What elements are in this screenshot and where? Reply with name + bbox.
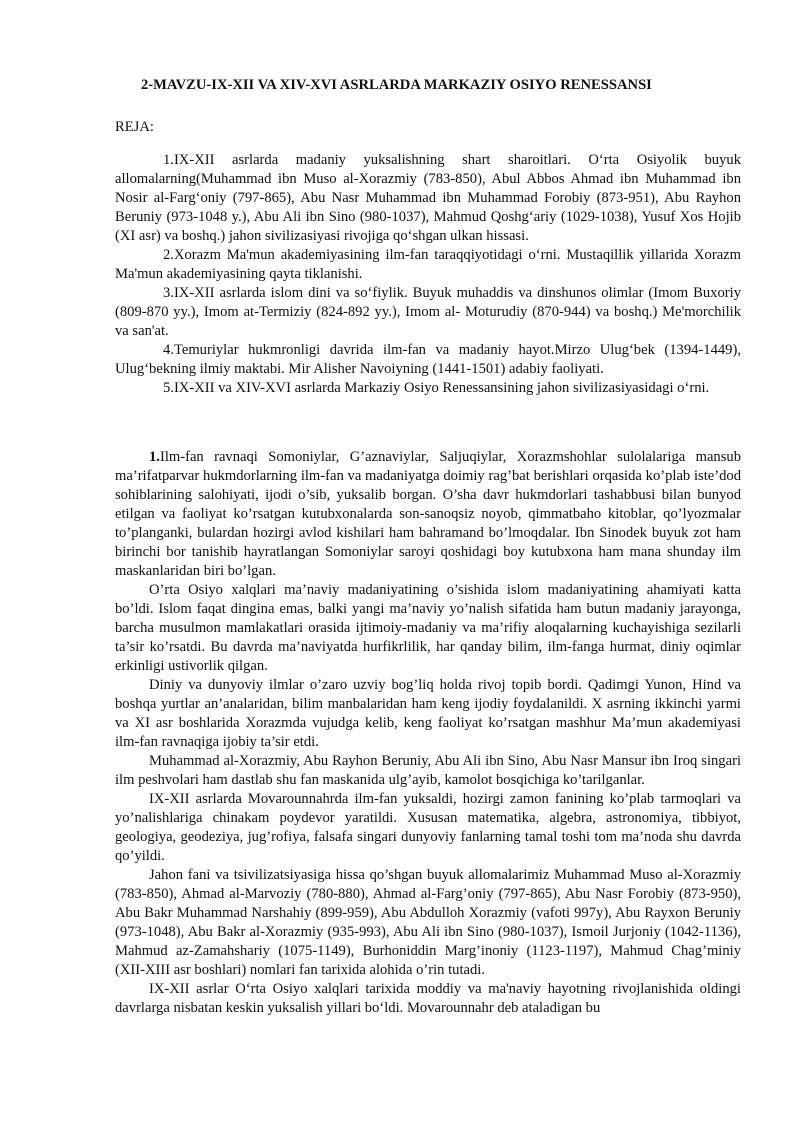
plan-item-2: 2.Xorazm Ma'mun akademiyasining ilm-fan taraqqiyotidagi o‘rni. Mustaqillik yillarida Xorazm Ma'mun akademiyasining qayta tiklanishi. — [115, 247, 741, 282]
body-text — [115, 448, 741, 1018]
plan-heading: REJA: — [115, 119, 154, 135]
plan-item-3: 3.IX-XII asrlarda islom dini va so‘fiylik. Buyuk muhaddis va dinshunos olimlar (Imom Buxoriy (809-870 yy.), Imom at-Termiziy (824-892 yy.), Imom al- Moturudiy (870-944) va boshq.) Me'morchilik va san'at. — [115, 285, 741, 339]
plan-item-5: 5.IX-XII va XIV-XVI asrlarda Markaziy Osiyo Renessansining jahon sivilizasiyasidagi o‘rni. — [163, 380, 710, 396]
plan-list — [115, 151, 741, 398]
plan-item-4: 4.Temuriylar hukmronligi davrida ilm-fan va madaniy hayot.Mirzo Ulug‘bek (1394-1449), Ulug‘bekning ilmiy maktabi. Mir Alisher Navoiyning (1441-1501) adabiy faoliyati. — [115, 342, 741, 377]
document-title: 2-MAVZU-IX-XII VA XIV-XVI ASRLARDA MARKAZIY OSIYO RENESSANSI — [141, 77, 652, 93]
body-paragraph: Diniy va dunyoviy ilmlar o’zaro uzviy bog’liq holda rivoj topib bordi. Qadimgi Yunon, Hind va boshqa yurtlar an’analaridan, bilim manbalaridan ham keng ijodiy foydalanildi. X asrning ikkinchi yarmi va XI asr boshlarida Xorazmda vujudga kelib, keng faoliyat ko’rsatgan mashhur Ma’mun akademiyasi ilm-fan ravnaqiga ijobiy ta’sir etdi. — [115, 677, 741, 750]
body-paragraph: Muhammad al-Xorazmiy, Abu Rayhon Beruniy, Abu Ali ibn Sino, Abu Nasr Mansur ibn Iroq singari ilm peshvolari ham dastlab shu fan maskanida ulg’ayib, kamolot bosqichiga ko’tarilganlar. — [115, 753, 741, 788]
body-paragraph: Jahon fani va tsivilizatsiyasiga hissa qo’shgan buyuk allomalarimiz Muhammad Muso al-Xorazmiy (783-850), Ahmad al-Marvoziy (780-880), Ahmad al-Farg’oniy (797-865), Abu Nasr Forobiy (873-950), Abu Bakr Muhammad Narshahiy (899-959), Abu Abdulloh Xorazmiy (vafoti 997y), Abu Rayxon Beruniy (973-1048), Abu Bakr al-Xorazmiy (935-993), Abu Ali ibn Sino (980-1037), Ismoil Jurjoniy (1042-1136), Mahmud az-Zamahshariy (1075-1149), Burhoniddin Marg’inoniy (1123-1197), Mahmud Chag’miniy (XII-XIII asr boshlari) nomlari fan tarixida alohida o’rin tutadi. — [115, 867, 741, 978]
section-number: 1. — [149, 449, 160, 465]
body-paragraph-text: Ilm-fan ravnaqi Somoniylar, G’aznaviylar, Saljuqiylar, Xorazmshohlar sulolalariga mansub ma’rifatparvar hukmdorlarning ilm-fan va madaniyatga doimiy rag’bat berishlari orqasida ko’plab iste’dod sohiblarining salohiyati, ijodi o’sib, yuksalib borgan. O’sha davr hukmdorlari tashabbusi bilan bunyod etilgan va faoliyat ko’rsatgan kutubxonalarda son-sanoqsiz noyob, qimmatbaho kitoblar, qo’lyozmalar to’planganki, bulardan hozirgi avlod kishilari ham bahramand bo’lmoqdalar. Ibn Sinodek buyuk zot ham birinchi bor tanishib hayratlangan Somoniylar saroyi qoshidagi boy kutubxona ham mana shunday ilm maskanlaridan biri bo’lgan. — [115, 449, 741, 579]
body-paragraph: O’rta Osiyo xalqlari ma’naviy madaniyatining o’sishida islom madaniyatining ahamiyati katta bo’ldi. Islom faqat dingina emas, balki yangi ma’naviy yo’nalish sifatida ham butun madaniy jarayonga, barcha musulmon mamlakatlari orasida ijtimoiy-madaniy va ma’rifiy aloqalarning kuchayishiga sezilarli ta’sir ko’rsatdi. Bu davrda ma’naviyatda hurfikrlilik, har qanday bilim, ilm-fanga hurmat, diniy oqimlar erkinligi ustivorlik qilgan. — [115, 582, 741, 674]
plan-item-1: 1.IX-XII asrlarda madaniy yuksalishning shart sharoitlari. O‘rta Osiyolik buyuk allomalarning(Muhammad ibn Muso al-Xorazmiy (783-850), Abul Abbos Ahmad ibn Muhammad ibn Nosir al-Farg‘oniy (797-865), Abu Nasr Muhammad ibn Muhammad Forobiy (873-951), Abu Rayhon Beruniy (973-1048 y.), Abu Ali ibn Sino (980-1037), Mahmud Qoshg‘ariy (1029-1038), Yusuf Xos Hojib (XI asr) va boshq.) jahon sivilizasiyasi rivojiga qo‘shgan ulkan hissasi. — [115, 152, 741, 244]
body-paragraph — [115, 448, 741, 581]
body-paragraph: IX-XII asrlar O‘rta Osiyo xalqlari tarixida moddiy va ma'naviy hayotning rivojlanishida oldingi davrlarga nisbatan keskin yuksalish yillari bo‘ldi. Movarounnahr deb ataladigan bu — [115, 981, 741, 1016]
body-paragraph: IX-XII asrlarda Movarounnahrda ilm-fan yuksaldi, hozirgi zamon fanining ko’plab tarmoqlari va yo’nalishlariga chinakam poydevor yaratildi. Xususan matematika, algebra, astronomiya, tibbiyot, geologiya, geodeziya, jug’rofiya, falsafa singari dunyoviy fanlarning tamal toshi tom ma’noda shu davrda qo’yildi. — [115, 791, 741, 864]
